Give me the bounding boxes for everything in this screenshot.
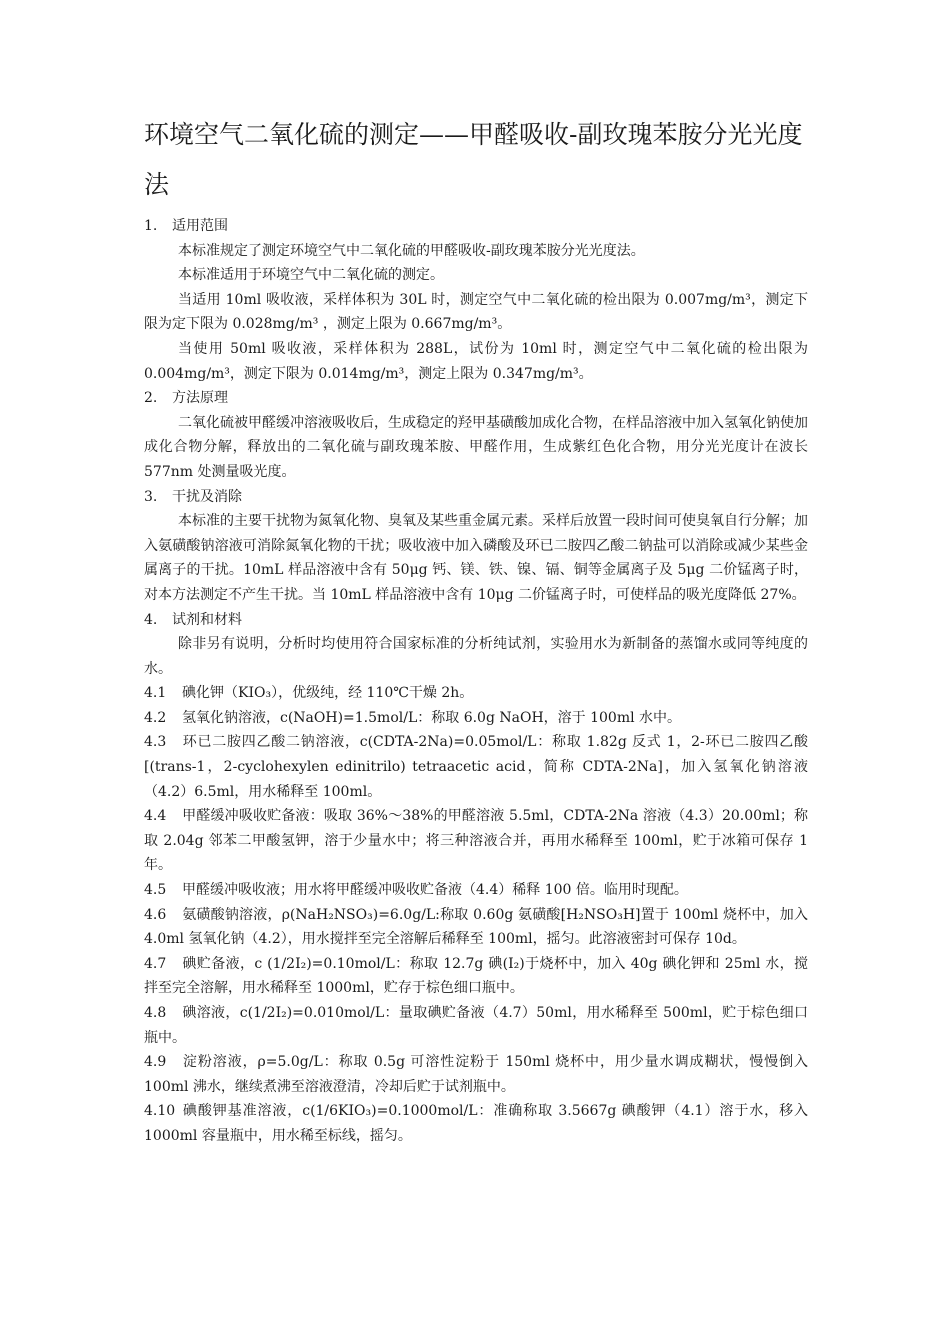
document-body xyxy=(144,214,808,1149)
item-text: 氢氧化钠溶液，c(NaOH)=1.5mol/L：称取 6.0g NaOH，溶于 100ml 水中。 xyxy=(182,709,682,726)
paragraph: 本标准适用于环境空气中二氧化硫的测定。 xyxy=(178,267,444,284)
section-heading xyxy=(144,214,808,239)
reagent-item xyxy=(144,706,808,731)
document-title: 环境空气二氧化硫的测定——甲醛吸收-副玫瑰苯胺分光光度法 xyxy=(144,120,803,199)
reagent-item xyxy=(144,1050,808,1099)
paragraph: 除非另有说明，分析时均使用符合国家标准的分析纯试剂，实验用水为新制备的蒸馏水或同等纯度的水。 xyxy=(144,636,808,677)
section-number: 1. xyxy=(144,218,158,234)
item-number: 4.9 xyxy=(144,1054,167,1071)
reagent-item xyxy=(144,878,808,903)
paragraph: 本标准规定了测定环境空气中二氧化硫的甲醛吸收-副玫瑰苯胺分光光度法。 xyxy=(178,242,645,259)
item-number: 4.1 xyxy=(144,685,167,702)
section-heading-text: 干扰及消除 xyxy=(172,488,242,505)
reagent-item xyxy=(144,1001,808,1050)
item-number: 4.10 xyxy=(144,1103,176,1120)
paragraph: 本标准的主要干扰物为氮氧化物、臭氧及某些重金属元素。采样后放置一段时间可使臭氧自行分解；加入氨磺酸钠溶液可消除氮氧化物的干扰；吸收液中加入磷酸及环已二胺四乙酸二钠盐可以消除或减少某些金属离子的干扰。10mL 样品溶液中含有 50μg 钙、镁、铁、镍、镉、铜等金属离子及 5μg 二价锰离子时，对本方法测定不产生干扰。当 10mL 样品溶液中含有 10μg 二价锰离子时，可使样品的吸光度降低 27%。 xyxy=(144,513,808,603)
item-number: 4.2 xyxy=(144,709,167,726)
reagent-item xyxy=(144,1099,808,1148)
reagent-item xyxy=(144,804,808,878)
item-text: 甲醛缓冲吸收贮备液：吸取 36%～38%的甲醛溶液 5.5ml，CDTA-2Na 溶液（4.3）20.00ml；称取 2.04g 邻苯二甲酸氢钾，溶于少量水中；将三种溶液合并，再用水稀释至 100ml，贮于冰箱可保存 1 年。 xyxy=(144,808,808,874)
section-heading xyxy=(144,386,808,411)
item-number: 4.7 xyxy=(144,955,167,972)
item-number: 4.3 xyxy=(144,734,167,751)
item-text: 甲醛缓冲吸收液；用水将甲醛缓冲吸收贮备液（4.4）稀释 100 倍。临用时现配。 xyxy=(182,882,688,899)
item-number: 4.4 xyxy=(144,808,167,825)
section-number: 2. xyxy=(144,390,158,407)
paragraph: 二氧化硫被甲醛缓冲溶液吸收后，生成稳定的羟甲基磺酸加成化合物，在样品溶液中加入氢氧化钠使加成化合物分解，释放出的二氧化硫与副玫瑰苯胺、甲醛作用，生成紫红色化合物，用分光光度计在波长 577nm 处测量吸光度。 xyxy=(144,414,808,480)
section-heading-text: 试剂和材料 xyxy=(172,611,242,628)
item-text: 环已二胺四乙酸二钠溶液，c(CDTA-2Na)=0.05mol/L：称取 1.82g 反式 1，2-环已二胺四乙酸[(trans-1，2-cyclohexylen edinitrilo) tetraacetic acid，简称 CDTA-2Na]，加入氢氧化钠溶液（4.2）6.5ml，用水稀释至 100ml。 xyxy=(144,734,808,800)
reagent-item xyxy=(144,952,808,1001)
item-text: 碘溶液，c(1/2I₂)=0.010mol/L：量取碘贮备液（4.7）50ml，用水稀释至 500ml，贮于棕色细口瓶中。 xyxy=(144,1005,808,1046)
section-heading-text: 适用范围 xyxy=(172,218,228,234)
item-number: 4.8 xyxy=(144,1005,167,1021)
item-text: 淀粉溶液，ρ=5.0g/L：称取 0.5g 可溶性淀粉于 150ml 烧杯中，用少量水调成糊状，慢慢倒入 100ml 沸水，继续煮沸至溶液澄清，冷却后贮于试剂瓶中。 xyxy=(144,1054,808,1095)
item-text: 碘酸钾基准溶液，c(1/6KIO₃)=0.1000mol/L：准确称取 3.5667g 碘酸钾（4.1）溶于水，移入 1000ml 容量瓶中，用水稀至标线，摇匀。 xyxy=(144,1103,808,1144)
section-number: 4. xyxy=(144,611,158,628)
item-number: 4.6 xyxy=(144,906,167,923)
section-heading xyxy=(144,485,808,510)
paragraph: 当适用 10ml 吸收液，采样体积为 30L 时，测定空气中二氧化硫的检出限为 0.007mg/m³，测定下限为定下限为 0.028mg/m³ ，测定上限为 0.667mg/m³。 xyxy=(144,291,808,333)
section-heading-text: 方法原理 xyxy=(172,390,228,407)
section-heading xyxy=(144,608,808,633)
section-number: 3. xyxy=(144,488,158,505)
item-text: 碘贮备液，c (1/2I₂)=0.10mol/L：称取 12.7g 碘(I₂)于烧杯中，加入 40g 碘化钾和 25ml 水，搅拌至完全溶解，用水稀释至 1000ml，贮存于棕色细口瓶中。 xyxy=(144,955,808,997)
reagent-item xyxy=(144,681,808,706)
item-text: 氨磺酸钠溶液，ρ(NaH₂NSO₃)=6.0g/L:称取 0.60g 氨磺酸[H₂NSO₃H]置于 100ml 烧杯中，加入 4.0ml 氢氧化钠（4.2），用水搅拌至完全溶解后稀释至 100ml，摇匀。此溶液密封可保存 10d。 xyxy=(144,906,808,948)
reagent-item xyxy=(144,903,808,952)
item-number: 4.5 xyxy=(144,882,167,899)
item-text: 碘化钾（KIO₃），优级纯，经 110℃干燥 2h。 xyxy=(182,685,474,702)
paragraph: 当使用 50ml 吸收液，采样体积为 288L，试份为 10ml 时，测定空气中二氧化硫的检出限为 0.004mg/m³，测定下限为 0.014mg/m³，测定上限为 0.347mg/m³。 xyxy=(144,340,808,382)
reagent-item xyxy=(144,730,808,804)
